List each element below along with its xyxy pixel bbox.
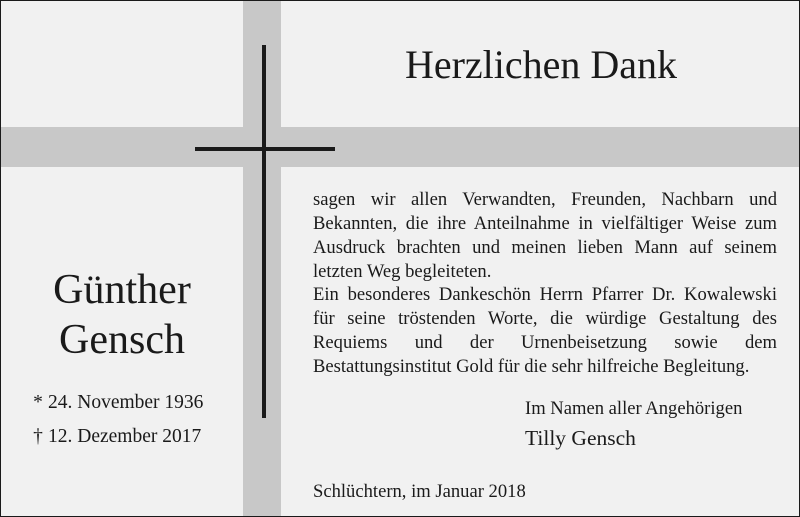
death-dagger-icon: † xyxy=(33,426,43,447)
birth-star-icon: * xyxy=(33,392,43,413)
signer-name: Tilly Gensch xyxy=(525,426,636,450)
death-date: 12. Dezember 2017 xyxy=(48,426,202,447)
birth-date-line xyxy=(31,391,231,415)
deceased-first-name: Günther xyxy=(53,267,191,313)
thank-you-paragraph-2: Ein besonderes Dankeschön Herrn Pfarrer Dr. Kowalewski für seine tröstenden Worte, die würdige Gestaltung des Requiems und der Urnenbeisetzung sowie dem Bestattungsinstitut Gold für die sehr hilfreiche Begleitung. xyxy=(313,284,777,377)
thank-you-heading: Herzlichen Dank xyxy=(404,42,678,87)
deceased-last-name: Gensch xyxy=(59,317,185,363)
on-behalf-line: Im Namen aller Angehörigen xyxy=(525,398,743,419)
place-and-date: Schlüchtern, im Januar 2018 xyxy=(313,481,526,502)
birth-date: 24. November 1936 xyxy=(48,392,204,413)
cross-icon-vertical-bar xyxy=(262,45,266,418)
thank-you-paragraph-1: sagen wir allen Verwandten, Freunden, Nachbarn und Bekannten, die ihre Anteilnahme in vielfältiger Weise zum Ausdruck brachten und meinen lieben Mann auf seinem letzten Weg begleiteten. xyxy=(313,189,777,282)
horizontal-gray-band xyxy=(1,127,799,167)
death-date-line xyxy=(31,425,231,449)
cross-icon-horizontal-bar xyxy=(195,147,335,151)
